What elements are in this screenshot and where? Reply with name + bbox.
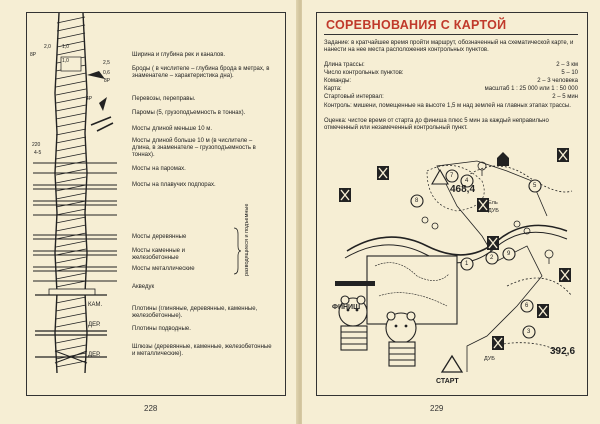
lock-wood-label: ДЕР. <box>88 352 101 358</box>
spec-row <box>324 94 578 101</box>
spec-label: Команды: <box>324 78 352 84</box>
dam-stone-label: КАМ. <box>88 302 103 308</box>
legend-item: Паромы (5, грузоподъемность в тоннах). <box>132 110 246 116</box>
control-number: 3 <box>527 329 531 335</box>
spec-value: масштаб 1 : 25 000 или 1 : 50 000 <box>484 86 578 92</box>
bracket-label: разводящиеся и подъемные <box>244 203 250 276</box>
spec-value: 2 – 3 человека <box>537 78 578 84</box>
legend-item: Мосты каменные и железобетонные <box>132 248 185 261</box>
page-title: СОРЕВНОВАНИЯ С КАРТОЙ <box>326 18 507 32</box>
tree-label-spruce: Ель <box>488 200 498 206</box>
scoring-paragraph: Оценка: чистое время от старта до финиша плюс 5 мин за каждый неправильно отмеченный или незамеченный контрольный пункт. <box>324 118 549 132</box>
control-number: 7 <box>450 173 454 179</box>
spec-label: Длина трассы: <box>324 62 365 68</box>
width-depth-mark-5: 0,6 <box>103 70 110 76</box>
spec-row <box>324 70 578 77</box>
spec-label: Стартовый интервал: <box>324 94 384 100</box>
bank-label-left: 8P <box>30 52 37 58</box>
ford-label: 4P <box>86 96 93 102</box>
river-symbols-illustration <box>27 13 127 383</box>
legend-item: Мосты деревянные <box>132 234 187 240</box>
legend-bracket <box>232 226 242 276</box>
left-page <box>0 0 298 424</box>
legend-item: Мосты металлические <box>132 266 195 272</box>
width-depth-mark-4: 2,5 <box>103 60 110 66</box>
legend-item: Броды ( в числителе – глубина брода в метрах, в знаменателе – характеристика дна). <box>132 66 270 79</box>
control-number: 9 <box>507 251 511 257</box>
spec-label: Число контрольных пунктов: <box>324 70 404 76</box>
page-number-right: 229 <box>430 404 444 413</box>
legend-item: Шлюзы (деревянные, каменные, железобетонные и металлические). <box>132 344 272 357</box>
controls-paragraph: Контроль: мишени, помещенные на высоте 1,5 м над землей на главных этапах трассы. <box>324 103 571 109</box>
legend-item: Акведук <box>132 284 155 290</box>
spec-row <box>324 86 578 93</box>
tree-label-oak-2: ДУБ <box>484 356 495 362</box>
legend-item: Плотины подводные. <box>132 326 191 332</box>
legend-item: Мосты на паромах. <box>132 166 186 172</box>
spec-value: 5 – 10 <box>561 70 578 76</box>
legend-item: Мосты на плавучих подпорах. <box>132 182 216 188</box>
right-page <box>302 0 600 424</box>
legend-item: Мосты длиной меньше 10 м. <box>132 126 213 132</box>
width-depth-mark-1: 2,0 <box>44 44 51 50</box>
legend-item: Мосты длиной больше 10 м (в числителе – длина, в знаменателе – грузоподъемность в тоннах). <box>132 138 256 158</box>
control-number: 4 <box>465 178 469 184</box>
bridge-length-label: 220 <box>32 142 41 148</box>
dam-wood-label: ДЕР. <box>88 322 101 328</box>
spec-label: Карта: <box>324 86 342 92</box>
height-mark-bottom: 392,6 <box>550 346 576 357</box>
tree-label-oak: ДУБ <box>488 208 499 214</box>
width-depth-mark-3: 1,0 <box>62 58 69 64</box>
bridge-capacity-label: 4-5 <box>34 150 42 156</box>
title-divider <box>324 34 578 35</box>
legend-item: Ширина и глубина рек и каналов. <box>132 52 226 58</box>
control-number: 6 <box>525 303 529 309</box>
finish-label: ФИНИШ <box>332 304 361 311</box>
bank-label-right: 8P <box>104 78 111 84</box>
spec-row <box>324 62 578 69</box>
control-number: 2 <box>490 255 494 261</box>
height-mark-top: 468,4 <box>450 184 476 195</box>
task-paragraph: Задание: в кратчайшее время пройти маршрут, обозначенный на схематической карте, и нанести на нее места расположения контрольных пунктов. <box>324 40 574 54</box>
control-number: 8 <box>415 198 419 204</box>
start-label: СТАРТ <box>436 378 459 385</box>
legend-item: Плотины (глиняные, деревянные, каменные, железобетонные). <box>132 306 258 319</box>
page-number-left: 228 <box>144 404 158 413</box>
control-number: 1 <box>465 261 469 267</box>
spec-row <box>324 78 578 85</box>
control-number: 5 <box>533 183 537 189</box>
width-depth-mark-2: 1,0 <box>62 44 69 50</box>
legend-item: Перевозы, переправы. <box>132 96 196 102</box>
spec-value: 2 – 5 мин <box>552 94 578 100</box>
spec-value: 2 – 3 км <box>556 62 578 68</box>
